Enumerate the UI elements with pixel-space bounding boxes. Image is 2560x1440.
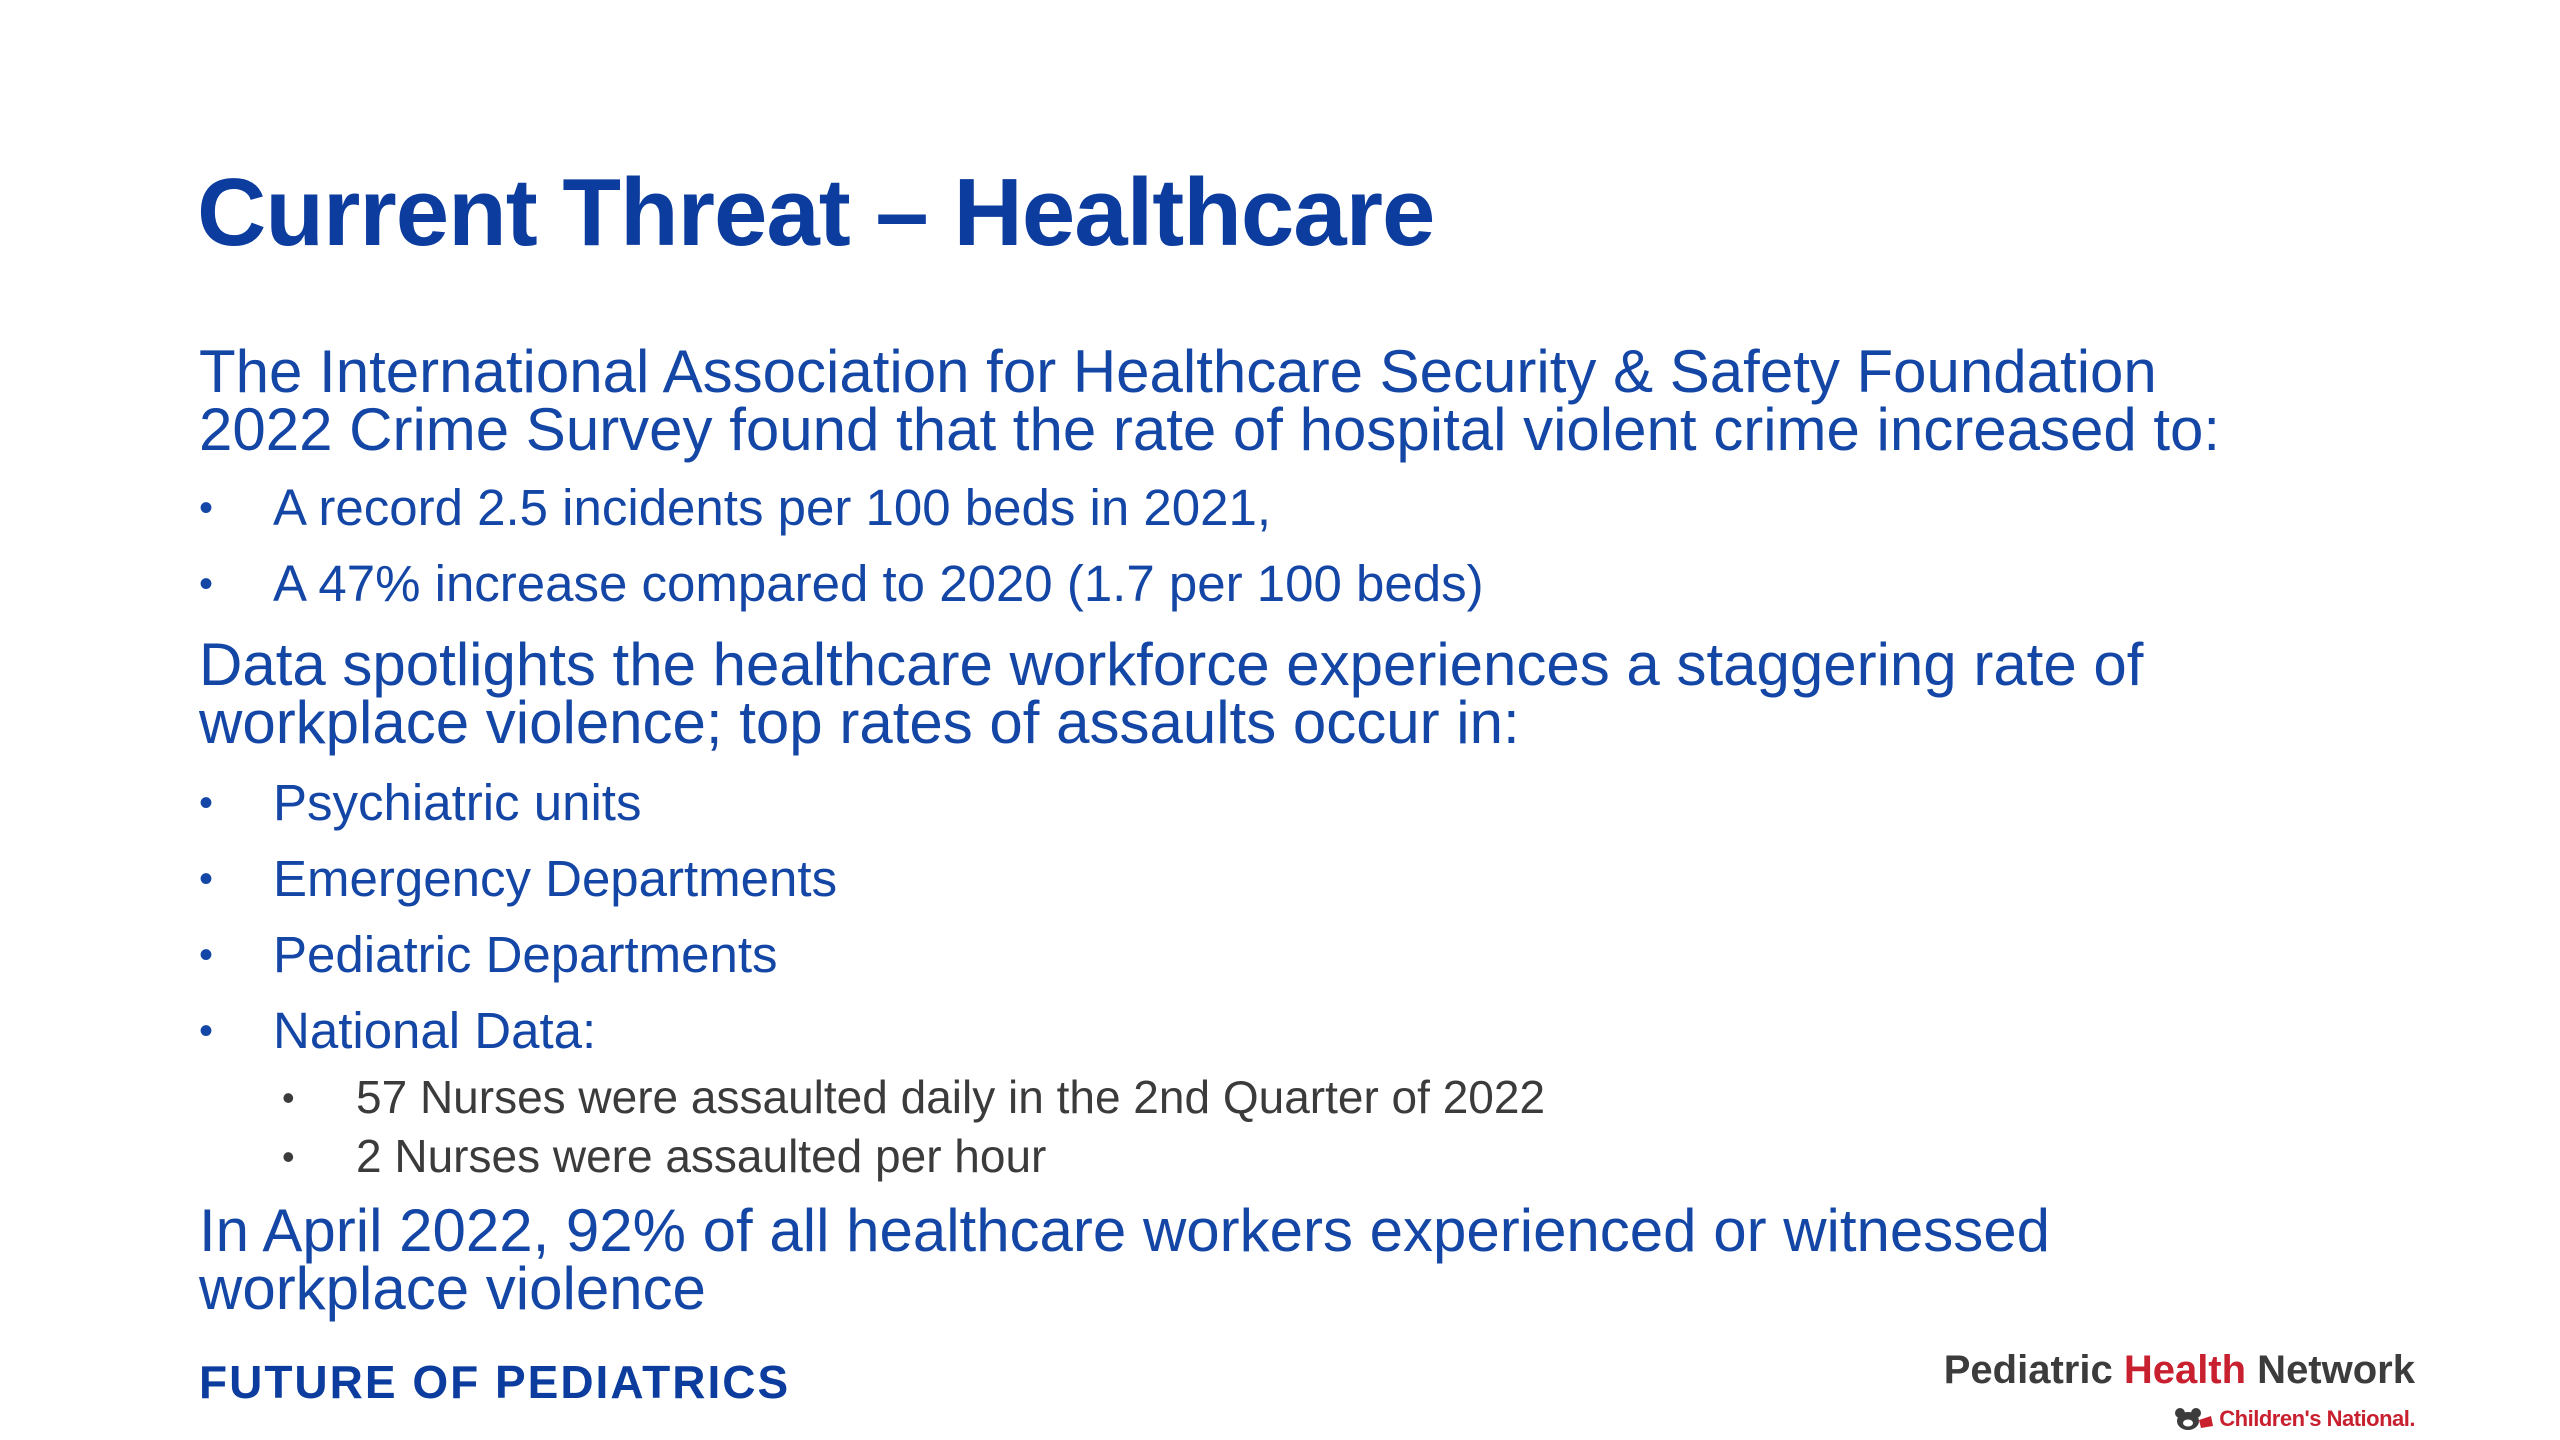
list-item-text: Pediatric Departments [273, 926, 778, 983]
workforce-line-1: Data spotlights the healthcare workforce experiences a staggering rate of [199, 631, 2144, 698]
intro-line-1: The International Association for Healthcare Security & Safety Foundation [199, 338, 2157, 405]
list-item-text: National Data: [273, 1002, 597, 1059]
intro-line-2: 2022 Crime Survey found that the rate of hospital violent crime increased to: [199, 396, 2221, 463]
logo-childrens-national: Children's National. [2219, 1406, 2415, 1431]
intro-paragraph [199, 338, 2439, 463]
bullet-icon: • [199, 486, 214, 530]
pediatric-health-network-logo [1905, 1348, 2415, 1438]
list-item-text: Emergency Departments [273, 850, 838, 907]
list-item-text: 57 Nurses were assaulted daily in the 2nd Quarter of 2022 [356, 1071, 1546, 1123]
logo-word-network: Network [2246, 1348, 2415, 1392]
footer-tagline: FUTURE OF PEDIATRICS [199, 1356, 791, 1408]
slide-title: Current Threat – Healthcare [197, 159, 1435, 266]
bullet-icon: • [282, 1136, 295, 1177]
workforce-line-2: workplace violence; top rates of assaults occur in: [199, 689, 1520, 756]
list-item-text: 2 Nurses were assaulted per hour [356, 1130, 1047, 1182]
list-item-text: A record 2.5 incidents per 100 beds in 2021, [273, 479, 1272, 536]
childrens-national-logo [2171, 1406, 2415, 1432]
bullet-icon: • [199, 781, 214, 825]
logo-word-health: Health [2123, 1348, 2247, 1392]
logo-word-pediatric: Pediatric [1943, 1348, 2124, 1392]
conclusion-paragraph [199, 1197, 2439, 1322]
workforce-paragraph [199, 631, 2439, 756]
conclusion-line-2: workplace violence [199, 1255, 706, 1322]
bullet-icon: • [199, 562, 214, 606]
bear-logo-icon [2171, 1406, 2215, 1432]
conclusion-line-1: In April 2022, 92% of all healthcare workers experienced or witnessed [199, 1197, 2051, 1264]
list-item-text: A 47% increase compared to 2020 (1.7 per 100 beds) [273, 555, 1484, 612]
list-item-text: Psychiatric units [273, 774, 642, 831]
bullet-icon: • [199, 1009, 214, 1053]
bullet-icon: • [199, 857, 214, 901]
bullet-icon: • [282, 1077, 295, 1118]
logo-wordmark [1944, 1348, 2415, 1393]
bullet-icon: • [199, 933, 214, 977]
